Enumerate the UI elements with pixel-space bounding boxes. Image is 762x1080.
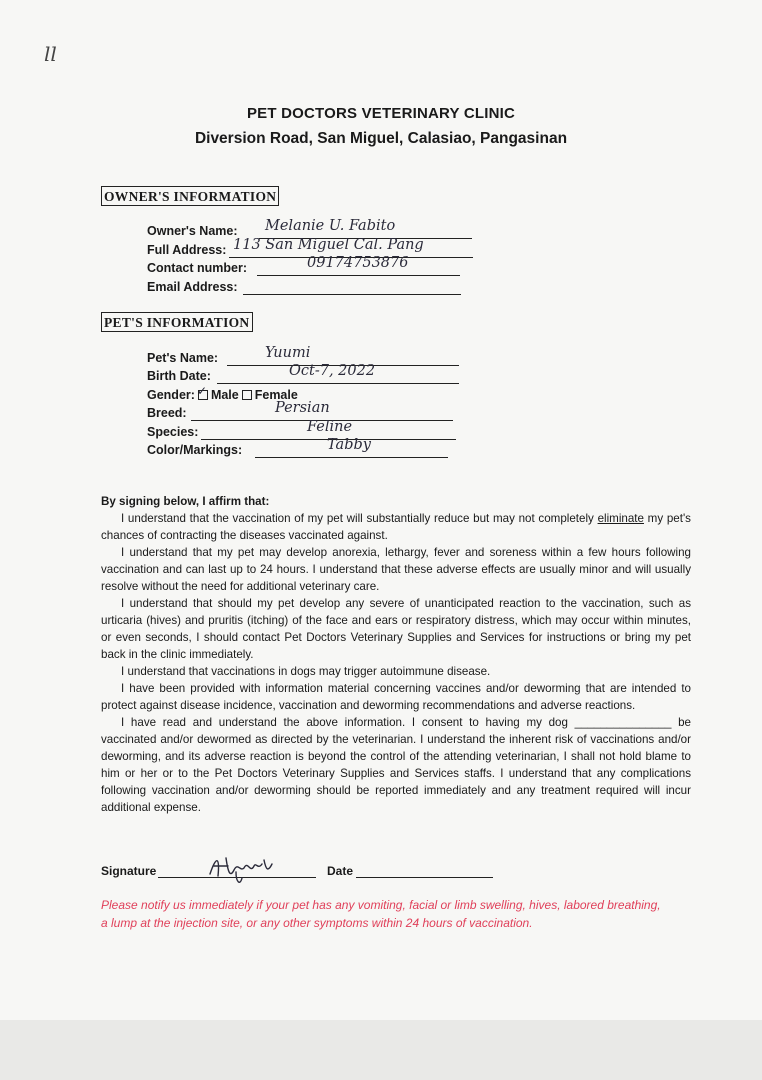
male-checkbox[interactable] [198, 390, 208, 400]
clinic-header [0, 105, 762, 148]
species-field[interactable] [147, 419, 459, 441]
signature-label: Signature [101, 864, 157, 878]
breed-value: Persian [275, 400, 330, 416]
affirmation-paragraph: I have read and understand the above information. I consent to having my dog _______________ be vaccinated and/or dewormed as directed by the veterinarian. I understand the inherent risk of vaccinations and/or deworming, and its adverse reaction is beyond the control of the attending veterinarian, I shall not hold blame to him or her or to the Pet Doctors Veterinary Supplies and Services staffs. I understand that any complications following vaccination and/or deworming should be reported immediately and any treatment required will incur additional expense. [101, 716, 691, 814]
breed-field[interactable] [147, 400, 457, 422]
female-checkbox[interactable] [242, 390, 252, 400]
underlined-word: eliminate [597, 512, 644, 525]
contact-number-label: Contact number: [147, 261, 247, 275]
species-label: Species: [147, 425, 199, 439]
bottom-strip [0, 1020, 762, 1080]
affirmation-heading: By signing below, I affirm that: [101, 495, 270, 508]
contact-number-field[interactable] [147, 255, 492, 277]
corner-mark: ll [44, 42, 57, 66]
clinic-name: PET DOCTORS VETERINARY CLINIC [246, 105, 516, 122]
clinic-address: Diversion Road, San Miguel, Calasiao, Pangasinan [194, 130, 568, 147]
gender-label: Gender: [147, 388, 195, 402]
birth-date-label: Birth Date: [147, 369, 211, 383]
pet-name-label: Pet's Name: [147, 351, 219, 365]
female-option-label: Female [254, 388, 298, 402]
color-markings-value: Tabby [327, 437, 371, 453]
date-label: Date [327, 864, 354, 878]
breed-label: Breed: [147, 406, 187, 420]
birth-date-value: Oct-7, 2022 [289, 363, 376, 379]
pet-section-title: PET'S INFORMATION [101, 312, 253, 332]
owner-name-value: Melanie U. Fabito [265, 218, 396, 234]
contact-number-value: 09174753876 [307, 255, 409, 271]
affirmation-paragraph: I understand that the vaccination of my pet will substantially reduce but may not completely eliminate my pet's chances of contracting the diseases vaccinated against. [101, 512, 691, 542]
affirmation-block [101, 493, 691, 816]
full-address-value: 113 San Miguel Cal. Pang [233, 237, 424, 253]
species-value: Feline [307, 419, 353, 435]
pet-name-value: Yuumi [265, 345, 311, 361]
notice-text: Please notify us immediately if your pet has any vomiting, facial or limb swelling, hives, labored breathing, a lump at the injection site, or any other symptoms within 24 hours of vaccination. [101, 898, 661, 930]
date-line[interactable] [356, 877, 493, 878]
birth-date-field[interactable] [147, 363, 462, 385]
full-address-label: Full Address: [147, 243, 227, 257]
color-markings-field[interactable] [147, 437, 451, 459]
affirmation-paragraph: I understand that should my pet develop any severe of unanticipated reaction to the vaccination, such as urticaria (hives) and pruritis (itching) of the face and ears or respiratory distress, which may occur within minutes, or even seconds, I should contact Pet Doctors Veterinary Supplies and Services for instructions or bring my pet back in the clinic immediately. [101, 597, 691, 661]
affirmation-paragraph: I understand that my pet may develop anorexia, lethargy, fever and soreness within a few hours following vaccination and can last up to 24 hours. I understand that these adverse effects are usually minor and will usually resolve without the need for additional veterinary care. [101, 546, 691, 593]
owner-name-label: Owner's Name: [147, 224, 238, 238]
email-address-label: Email Address: [147, 280, 238, 294]
affirmation-paragraph: I understand that vaccinations in dogs may trigger autoimmune disease. [121, 665, 491, 678]
owner-section-title: OWNER'S INFORMATION [101, 186, 279, 206]
email-address-field[interactable] [147, 278, 467, 296]
signature-row [101, 862, 701, 884]
affirmation-paragraph: I have been provided with information material concerning vaccines and/or deworming that are intended to protect against disease incidence, vaccination and deworming recommendations and adverse reactions. [101, 682, 691, 712]
signature-scribble [206, 852, 286, 886]
male-option-label: Male [210, 388, 239, 402]
color-markings-label: Color/Markings: [147, 443, 243, 457]
